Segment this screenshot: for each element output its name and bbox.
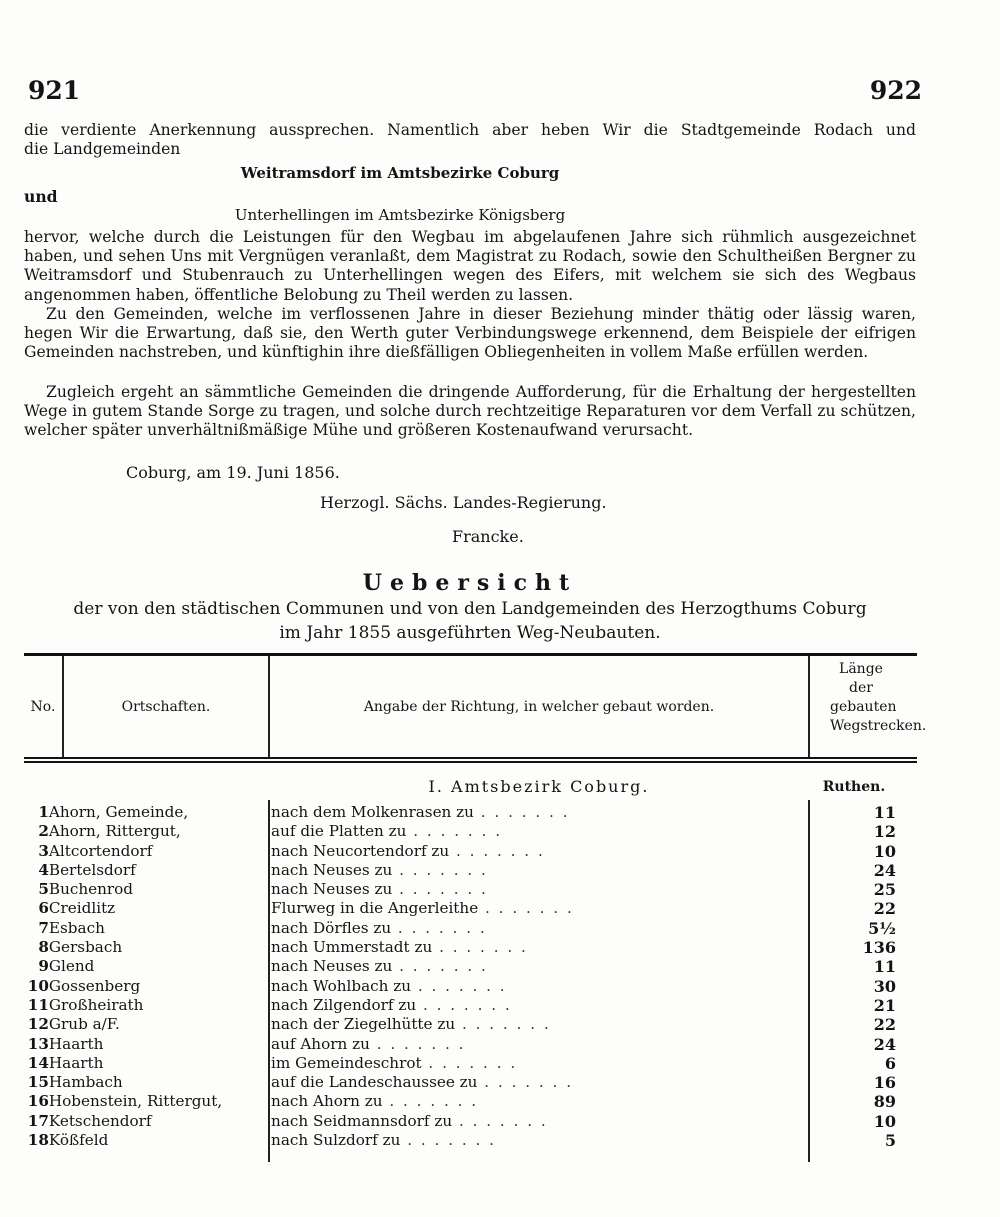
data-table (24, 803, 896, 1150)
row-place: Ahorn, Gemeinde, (48, 803, 189, 821)
paragraph-text: Zugleich ergeht an sämmtliche Gemeinden die dringende Aufforderung, für die Erhaltung der hergestellten Wege in gutem Stande Sorge zu tragen, und solche durch rechtzeitige Reparaturen vor dem Verfall zu schützen, welcher später unverhältnißmäßige Mühe und größeren Kostenaufwand verursacht. (24, 383, 916, 440)
row-place: Ahorn, Rittergut, (48, 822, 181, 841)
row-length: 16 (873, 1073, 896, 1093)
row-length: 22 (873, 1015, 896, 1035)
row-number: 6 (38, 899, 49, 918)
dot-leader: . . . . . . . (477, 1073, 574, 1092)
row-place: Altcortendorf (48, 841, 153, 860)
row-number: 5 (38, 880, 49, 899)
dot-leader: . . . . . . . (478, 899, 574, 918)
row-length: 10 (873, 841, 896, 861)
row-number: 2 (38, 822, 49, 841)
row-place: Hambach (48, 1073, 123, 1092)
issuing-authority: Herzogl. Sächs. Landes-Regierung. (320, 493, 607, 512)
row-place: Großheirath (48, 995, 144, 1014)
row-direction: nach Zilgendorf zu . . . . . . . (271, 995, 512, 1014)
row-direction: nach Dörfles zu . . . . . . . (271, 918, 487, 937)
row-place: Esbach (48, 918, 105, 937)
row-direction: nach Neucortendorf zu . . . . . . . (271, 841, 545, 860)
row-direction: nach Seidmannsdorf zu . . . . . . . (271, 1111, 548, 1130)
table-row (24, 880, 896, 899)
dot-leader: . . . . . . . (392, 880, 488, 899)
row-length: 11 (873, 803, 896, 822)
dot-leader: . . . . . . . (452, 1111, 548, 1130)
dot-leader: . . . . . . . (392, 860, 488, 879)
row-length: 89 (873, 1092, 896, 1112)
dot-leader: . . . . . . . (400, 1131, 496, 1150)
table-row (24, 1015, 896, 1034)
table-row (24, 1131, 896, 1150)
header-places: Ortschaften. (121, 699, 211, 715)
row-length: 10 (873, 1111, 896, 1131)
row-direction: nach Neuses zu . . . . . . . (271, 957, 488, 976)
row-number: 9 (38, 957, 49, 976)
row-number: 15 (27, 1073, 49, 1092)
row-length: 24 (873, 1034, 896, 1054)
header-no: No. (30, 699, 56, 715)
row-place: Haarth (48, 1034, 104, 1053)
table-subtitle-1: der von den städtischen Communen und von den Landgemeinden des Herzogthums Coburg (73, 599, 867, 619)
table-row (24, 1054, 896, 1073)
row-length: 22 (873, 899, 896, 919)
dot-leader: . . . . . . . (455, 1015, 551, 1034)
table-row (24, 977, 896, 996)
row-direction: nach Wohlbach zu . . . . . . . (271, 976, 507, 995)
row-number: 10 (27, 976, 49, 995)
row-direction: im Gemeindeschrot . . . . . . . (271, 1053, 518, 1072)
row-number: 11 (27, 995, 49, 1014)
row-direction: nach Ahorn zu . . . . . . . (271, 1092, 479, 1111)
row-number: 18 (27, 1131, 49, 1150)
row-length: 136 (862, 938, 896, 958)
paragraph-text: Zu den Gemeinden, welche im verflossenen Jahre in dieser Beziehung minder thätig oder lässig waren, hegen Wir die Erwartung, daß sie, den Werth guter Verbindungswege erkennend, dem Beispiele der eifrigen Gemeinden nachstreben, und künftighin ihre dießfälligen Obliegenheiten in vollem Maße erfüllen werden. (24, 305, 916, 362)
row-place: Grub a/F. (48, 1015, 120, 1034)
row-number: 17 (27, 1111, 49, 1130)
row-direction: nach Ummerstadt zu . . . . . . . (271, 938, 528, 957)
table-row (24, 803, 896, 822)
paragraph-line: die verdiente Anerkennung aussprechen. Namentlich aber heben Wir die Stadtgemeinde Rodach und (24, 121, 916, 139)
row-direction: nach dem Molkenrasen zu . . . . . . . (271, 803, 570, 821)
table-row (24, 996, 896, 1015)
row-number: 3 (38, 841, 49, 860)
row-length: 12 (873, 822, 896, 842)
row-number: 7 (38, 918, 49, 937)
row-place: Gossenberg (48, 976, 141, 995)
row-number: 4 (38, 860, 49, 879)
row-length: 6 (884, 1053, 896, 1073)
row-direction: nach der Ziegelhütte zu . . . . . . . (271, 1015, 551, 1034)
row-place: Buchenrod (48, 880, 134, 899)
row-direction: auf Ahorn zu . . . . . . . (271, 1034, 466, 1053)
header-rule-2 (24, 761, 917, 763)
row-length: 5½ (868, 918, 896, 938)
paragraph-1-rest (24, 228, 916, 305)
row-number: 12 (27, 1015, 49, 1034)
row-direction: nach Sulzdorf zu . . . . . . . (271, 1131, 496, 1150)
page-number-left: 921 (28, 76, 81, 105)
paragraph-2 (24, 305, 916, 363)
row-length: 11 (873, 957, 896, 977)
table-row (24, 861, 896, 880)
table-row (24, 1073, 896, 1092)
row-number: 1 (38, 803, 49, 821)
row-length: 5 (884, 1131, 896, 1151)
table-row (24, 1092, 896, 1111)
table-row (24, 842, 896, 861)
community-weitramsdorf: Weitramsdorf im Amtsbezirke Coburg (240, 164, 560, 182)
dot-leader: . . . . . . . (416, 995, 512, 1014)
table-row (24, 899, 896, 918)
dot-leader: . . . . . . . (406, 822, 503, 841)
paragraph-3 (24, 383, 916, 441)
section-title: I. Amtsbezirk Coburg. (428, 777, 650, 796)
row-place: Glend (48, 957, 95, 976)
table-row (24, 822, 896, 841)
row-length: 21 (873, 995, 896, 1015)
table-row (24, 1035, 896, 1054)
header-rule-1 (24, 757, 917, 759)
row-length: 25 (873, 880, 896, 900)
conjunction-und: und (24, 187, 58, 206)
dot-leader: . . . . . . . (392, 957, 488, 976)
length-unit: Ruthen. (822, 779, 886, 795)
row-place: Ketschendorf (48, 1111, 152, 1130)
row-number: 14 (27, 1053, 49, 1072)
row-number: 13 (27, 1034, 49, 1053)
header-direction: Angabe der Richtung, in welcher gebaut worden. (363, 699, 715, 715)
dot-leader: . . . . . . . (432, 938, 528, 957)
row-place: Haarth (48, 1053, 104, 1072)
row-direction: nach Neuses zu . . . . . . . (271, 880, 488, 899)
row-direction: auf die Landeschaussee zu . . . . . . . (271, 1073, 574, 1092)
row-direction: Flurweg in die Angerleithe . . . . . . . (271, 899, 574, 918)
community-unterhellingen: Unterhellingen im Amtsbezirke Königsberg (234, 206, 566, 224)
dot-leader: . . . . . . . (421, 1053, 518, 1072)
paragraph-text: hervor, welche durch die Leistungen für den Wegbau im abgelaufenen Jahre sich rühmlich ausgezeichnet haben, und sehen Uns mit Vergnügen veranlaßt, dem Magistrat zu Rodach, sowie den Schultheißen Bergner zu Weitramsdorf und Stubenrauch zu Unterhellingen wegen des Eifers, mit welchem sie sich des Wegbaus angenommen haben, öffentliche Belobung zu Theil werden zu lassen. (24, 228, 916, 304)
table-row (24, 1112, 896, 1131)
row-place: Hobenstein, Rittergut, (48, 1092, 223, 1111)
row-length: 24 (873, 860, 896, 880)
page-number-right: 922 (869, 76, 922, 105)
dot-leader: . . . . . . . (411, 976, 507, 995)
dot-leader: . . . . . . . (391, 918, 487, 937)
table-top-rule (24, 653, 917, 656)
dot-leader: . . . . . . . (449, 841, 545, 860)
dot-leader: . . . . . . . (382, 1092, 479, 1111)
header-length: Länge der gebauten Wegstrecken. (830, 661, 927, 734)
table-row (24, 957, 896, 976)
row-place: Creidlitz (48, 899, 116, 918)
row-place: Gersbach (48, 938, 123, 957)
row-length: 30 (873, 976, 896, 996)
row-direction: nach Neuses zu . . . . . . . (271, 860, 488, 879)
date-line: Coburg, am 19. Juni 1856. (126, 463, 340, 482)
table-title: Uebersicht (362, 570, 578, 596)
row-direction: auf die Platten zu . . . . . . . (271, 822, 503, 841)
signature: Francke. (452, 527, 524, 546)
row-number: 8 (38, 938, 49, 957)
paragraph-1-start (24, 121, 916, 159)
table-subtitle-2: im Jahr 1855 ausgeführten Weg-Neubauten. (279, 623, 661, 643)
row-place: Bertelsdorf (48, 860, 136, 879)
dot-leader: . . . . . . . (473, 803, 570, 821)
row-number: 16 (27, 1092, 49, 1111)
row-place: Kößfeld (48, 1131, 109, 1150)
column-divider (808, 656, 810, 757)
paragraph-line: die Landgemeinden (24, 140, 181, 159)
table-row (24, 938, 896, 957)
table-row (24, 919, 896, 938)
dot-leader: . . . . . . . (369, 1034, 466, 1053)
